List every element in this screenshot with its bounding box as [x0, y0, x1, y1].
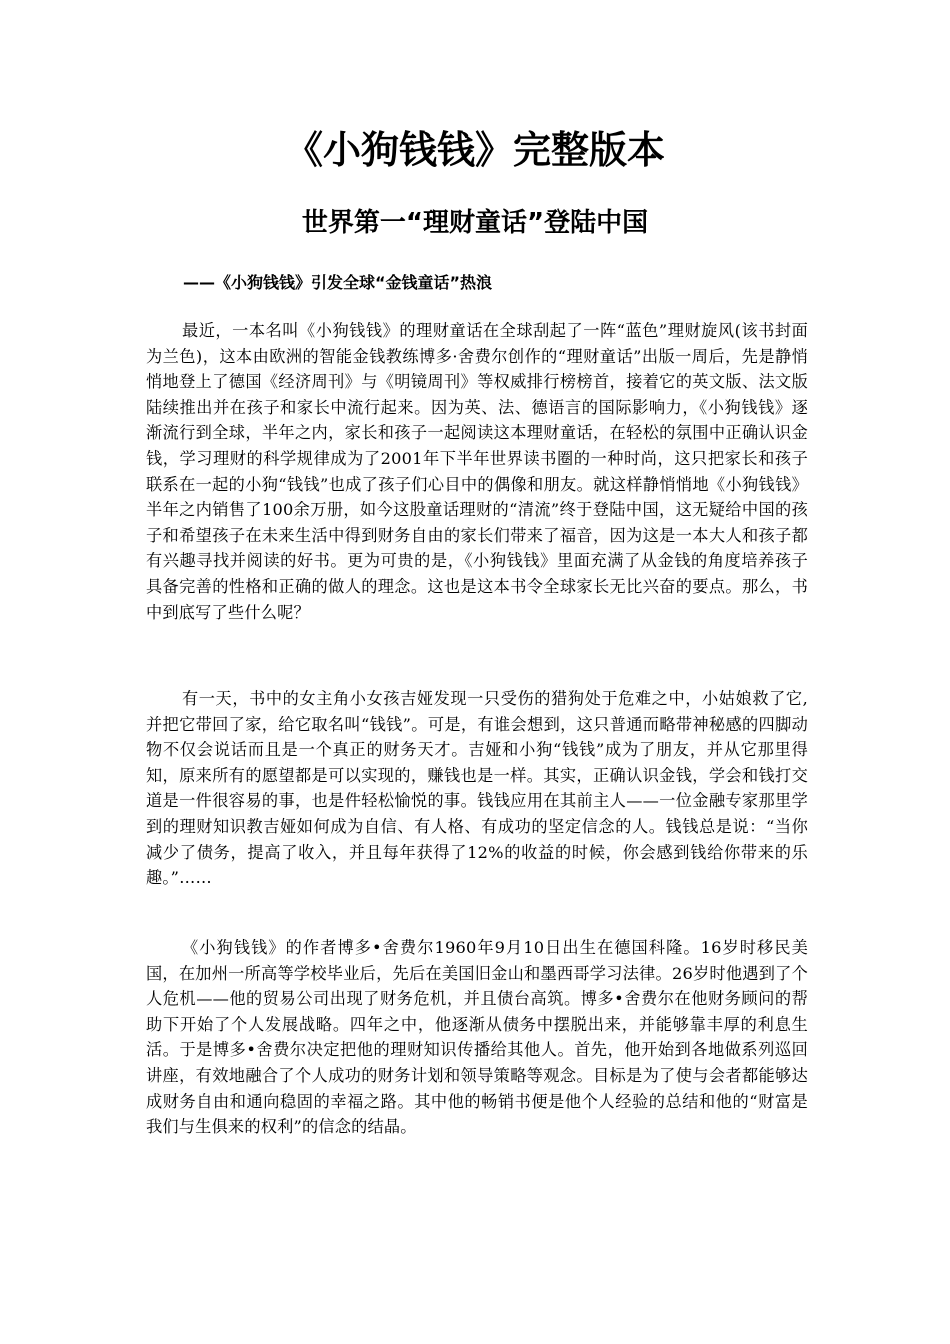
body-paragraph: 有一天，书中的女主角小女孩吉娅发现一只受伤的猎狗处于危难之中，小姑娘救了它,并把它带回了家，给它取名叫“钱钱”。可是，有谁会想到，这只普通而略带神秘感的四脚动物不仅会说话而且是一个真正的财务天才。吉娅和小狗“钱钱”成为了朋友，并从它那里得知，原来所有的愿望都是可以实现的，赚钱也是一样。其实，正确认识金钱，学会和钱打交道是一件很容易的事，也是件轻松愉悦的事。钱钱应用在其前主人——一位金融专家那里学到的理财知识教吉娅如何成为自信、有人格、有成功的坚定信念的人。钱钱总是说：“当你减少了债务，提高了收入，并且每年获得了12%的收益的时候，你会感到钱给你带来的乐趣。”…… [146, 689, 808, 888]
document-tagline: ——《小狗钱钱》引发全球“金钱童话”热浪 [183, 273, 493, 292]
document-title: 《小狗钱钱》完整版本 [284, 128, 665, 172]
body-paragraph: 《小狗钱钱》的作者博多•舍费尔1960年9月10日出生在德国科隆。16岁时移民美国，在加州一所高等学校毕业后，先后在美国旧金山和墨西哥学习法律。26岁时他遇到了个人危机——他的贸易公司出现了财务危机，并且债台高筑。博多•舍费尔在他财务顾问的帮助下开始了个人发展战略。四年之中，他逐渐从债务中摆脱出来，并能够靠丰厚的利息生活。于是博多•舍费尔决定把他的理财知识传播给其他人。首先，他开始到各地做系列巡回讲座，有效地融合了个人成功的财务计划和领导策略等观念。目标是为了使与会者都能够达成财务自由和通向稳固的幸福之路。其中他的畅销书便是他个人经验的总结和他的“财富是我们与生俱来的权利”的信念的结晶。 [146, 938, 808, 1137]
body-paragraph: 最近，一本名叫《小狗钱钱》的理财童话在全球刮起了一阵“蓝色”理财旋风(该书封面为兰色)，这本由欧洲的智能金钱教练博多·舍费尔创作的“理财童话”出版一周后，先是静悄悄地登上了德国《经济周刊》与《明镜周刊》等权威排行榜榜首，接着它的英文版、法文版陆续推出并在孩子和家长中流行起来。因为英、法、德语言的国际影响力，《小狗钱钱》逐渐流行到全球，半年之内，家长和孩子一起阅读这本理财童话，在轻松的氛围中正确认识金钱，学习理财的科学规律成为了2001年下半年世界读书圈的一种时尚，这只把家长和孩子联系在一起的小狗“钱钱”也成了孩子们心目中的偶像和朋友。就这样静悄悄地《小狗钱钱》半年之内销售了100余万册，如今这股童话理财的“清流”终于登陆中国，这无疑给中国的孩子和希望孩子在未来生活中得到财务自由的家长们带来了福音，因为这是一本大人和孩子都有兴趣寻找并阅读的好书。更为可贵的是，《小狗钱钱》里面充满了从金钱的角度培养孩子具备完善的性格和正确的做人的理念。这也是这本书令全球家长无比兴奋的要点。那么，书中到底写了些什么呢？ [146, 321, 808, 622]
document-subtitle: 世界第一“理财童话”登陆中国 [301, 208, 649, 238]
